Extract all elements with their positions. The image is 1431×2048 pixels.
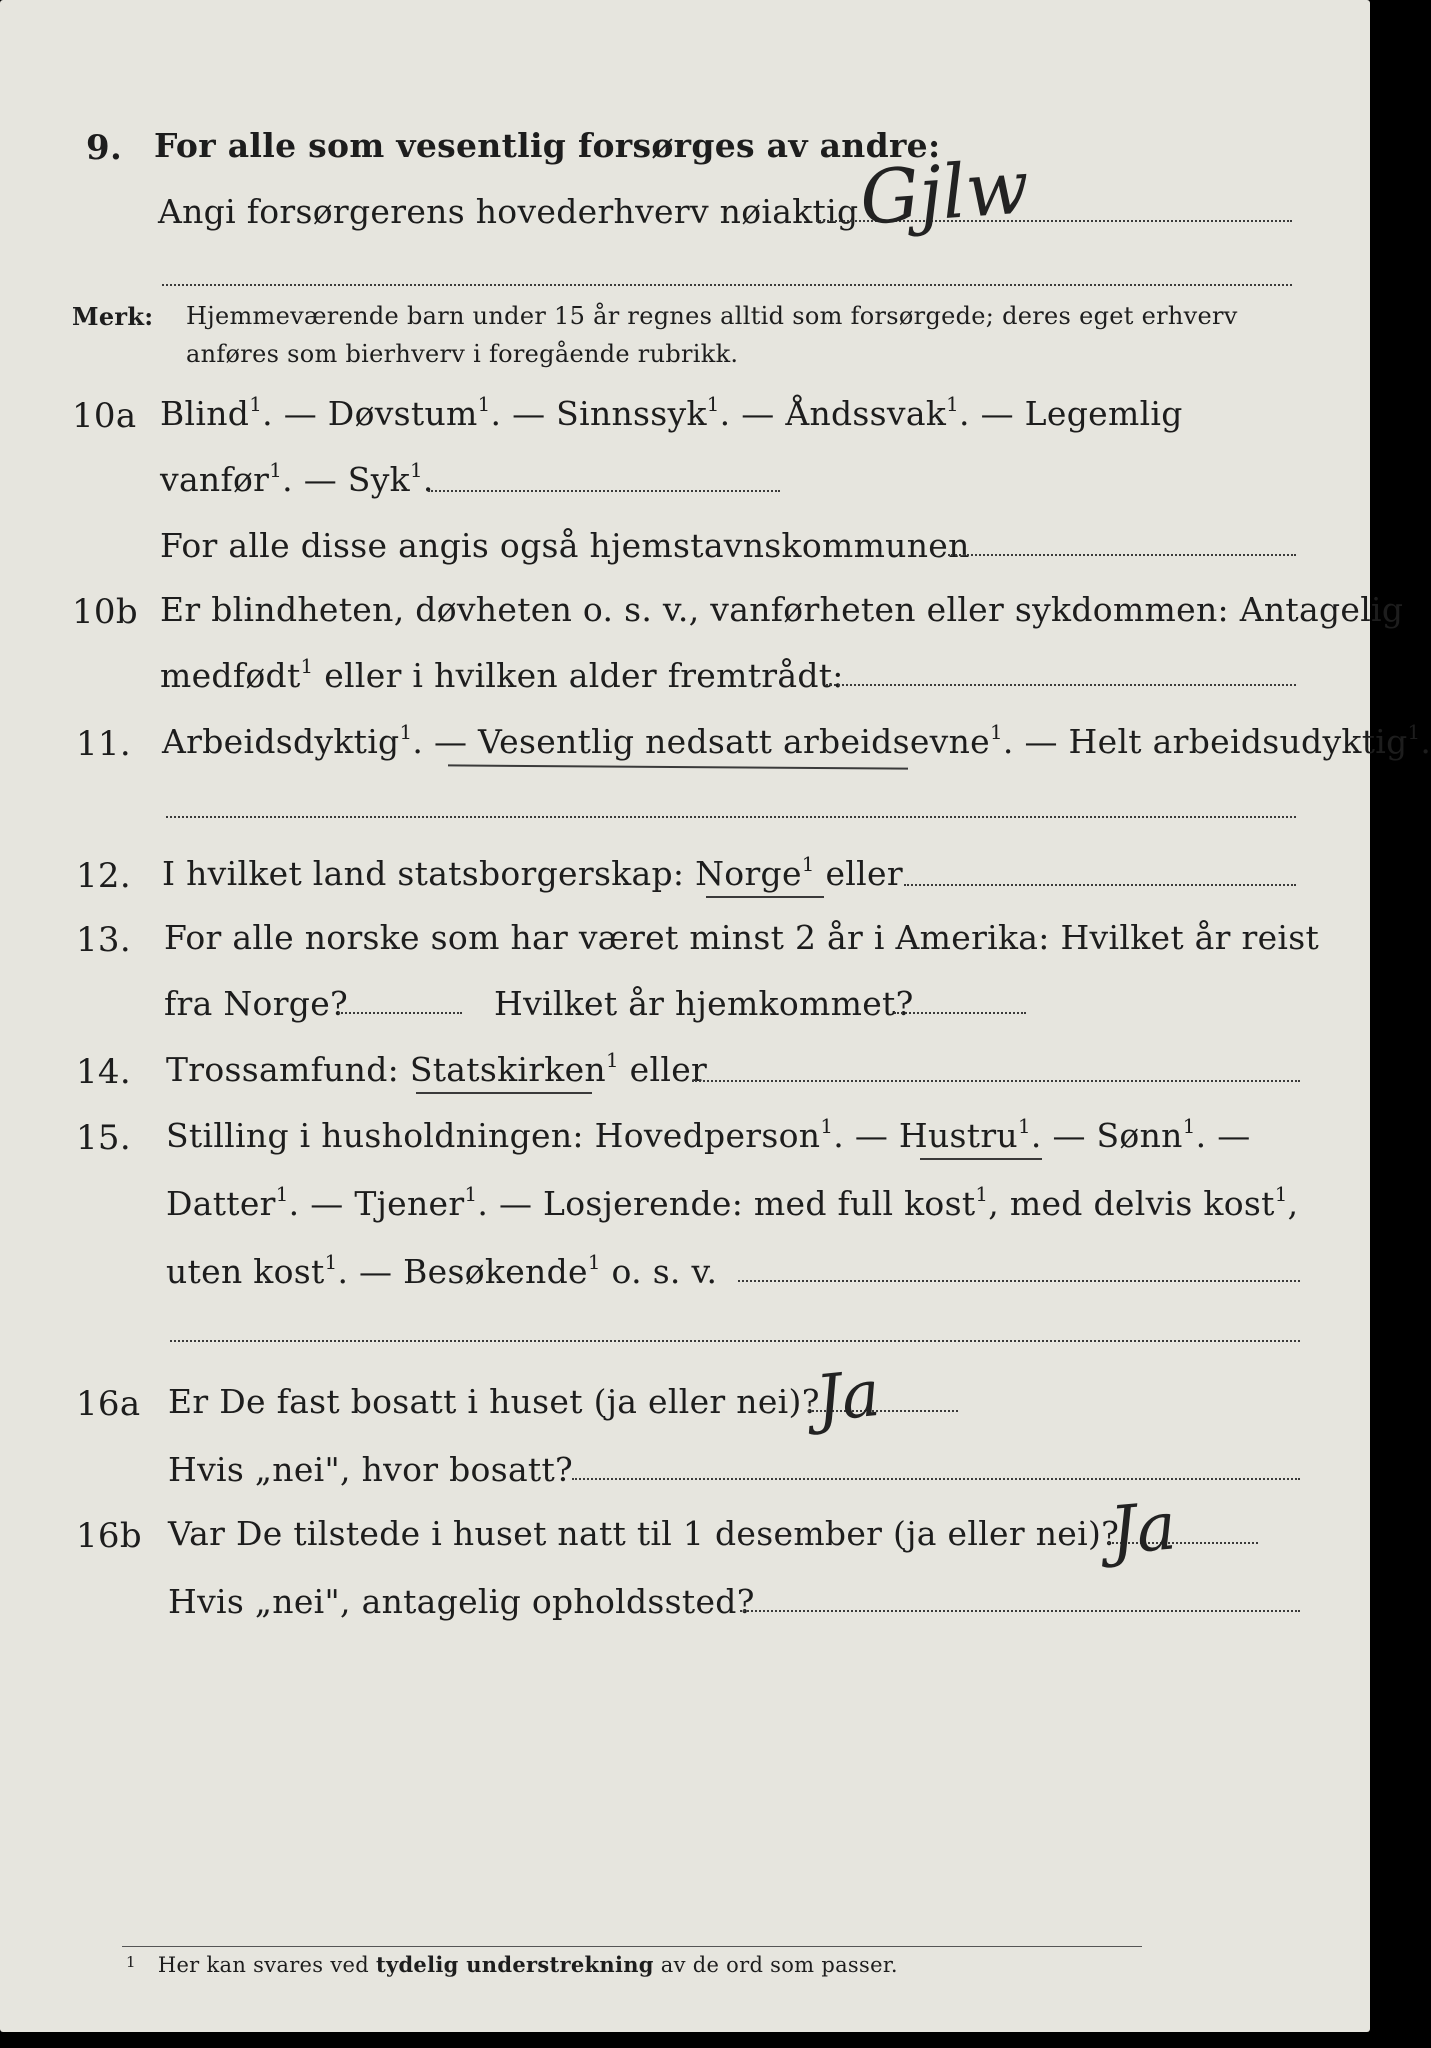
q13-number: 13. (76, 920, 131, 960)
q14-denomination-line (692, 1080, 1300, 1082)
q16a-residence-line (572, 1478, 1300, 1480)
q11-line: Arbeidsdyktig$^1$. — Vesentlig nedsatt arbeidsevne$^1$. — Helt arbeidsudyktig$^1$. (162, 721, 1431, 761)
q12-number: 12. (76, 856, 131, 896)
q10b-age-line (826, 684, 1296, 686)
q15-line1: Stilling i husholdningen: Hovedperson$^1$. — Hustru$^1$. — Sønn$^1$. — (166, 1115, 1251, 1155)
q15-line3: uten kost$^1$. — Besøkende$^1$ o. s. v. (166, 1251, 718, 1291)
q14-number: 14. (76, 1052, 131, 1092)
q9-extra-line (162, 284, 1292, 286)
q11-number: 11. (76, 724, 131, 764)
q12-handwritten-underline (706, 896, 824, 898)
q11-handwritten-underline (448, 764, 908, 769)
q12-country-line (904, 884, 1296, 886)
q13-return-line (894, 1012, 1026, 1014)
q10a-sick-line (428, 490, 780, 492)
merk-text-line1: Hjemmeværende barn under 15 år regnes alltid som forsørgede; deres eget erhverv (186, 302, 1238, 330)
q9-occupation-label: Angi forsørgerens hovederhverv nøiaktig (158, 192, 859, 231)
q16a-residence-label: Hvis „nei", hvor bosatt? (168, 1450, 574, 1489)
q15-extra-line (170, 1340, 1300, 1342)
q13-return-label: Hvilket år hjemkommet? (494, 984, 914, 1023)
q9-handwritten-answer: Gjlw (857, 144, 1032, 242)
q10a-line1: Blind$^1$. — Døvstum$^1$. — Sinnssyk$^1$. — Åndssvak$^1$. — Legemlig (160, 393, 1183, 433)
footnote-mark: 1 (126, 1953, 136, 1971)
q14-handwritten-underline (416, 1092, 592, 1094)
q16a-handwritten-answer: Ja (812, 1356, 884, 1438)
q9-number: 9. (86, 128, 123, 168)
q10b-line1: Er blindheten, døvheten o. s. v., vanførheten eller sykdommen: Antagelig (160, 590, 1404, 629)
q10a-line2: vanfør$^1$. — Syk$^1$. (160, 459, 434, 499)
q14-line: Trossamfund: Statskirken$^1$ eller (166, 1049, 708, 1089)
q15-line2: Datter$^1$. — Tjener$^1$. — Losjerende: med full kost$^1$, med delvis kost$^1$, (166, 1183, 1299, 1223)
q10b-number: 10b (72, 592, 138, 632)
q10a-line3: For alle disse angis også hjemstavnskommunen (160, 526, 970, 565)
q10a-municipality-line (948, 554, 1296, 556)
q15-number: 15. (76, 1118, 131, 1158)
footnote: $^1$ Her kan svares ved tydelig understrekning av de ord som passer. (126, 1952, 898, 1977)
q13-departure-line (338, 1012, 462, 1014)
q16a-number: 16a (76, 1384, 141, 1424)
footnote-rule (122, 1946, 1142, 1947)
q16b-number: 16b (76, 1516, 142, 1556)
q16a-question: Er De fast bosatt i huset (ja eller nei)? (168, 1382, 820, 1421)
q13-departure-label: fra Norge? (164, 984, 349, 1023)
q11-extra-line (166, 816, 1296, 818)
merk-label: Merk: (72, 302, 154, 331)
q16b-question: Var De tilstede i huset natt til 1 desember (ja eller nei)? (168, 1514, 1120, 1553)
merk-text-line2: anføres som bierhverv i foregående rubrikk. (186, 340, 739, 368)
q10b-line2: medfødt$^1$ eller i hvilken alder fremtrådt: (160, 655, 844, 695)
q16b-whereabouts-line (740, 1610, 1300, 1612)
q10a-number: 10a (72, 396, 137, 436)
q9-heading: For alle som vesentlig forsørges av andre: (154, 126, 941, 165)
q15-handwritten-underline (920, 1158, 1042, 1160)
q16b-whereabouts-label: Hvis „nei", antagelig opholdssted? (168, 1582, 755, 1621)
q16b-handwritten-answer: Ja (1106, 1487, 1180, 1570)
q13-line1: For alle norske som har været minst 2 år i Amerika: Hvilket år reist (164, 918, 1320, 957)
q12-line: I hvilket land statsborgerskap: Norge$^1$ eller (162, 853, 903, 893)
q15-status-line (738, 1280, 1300, 1282)
